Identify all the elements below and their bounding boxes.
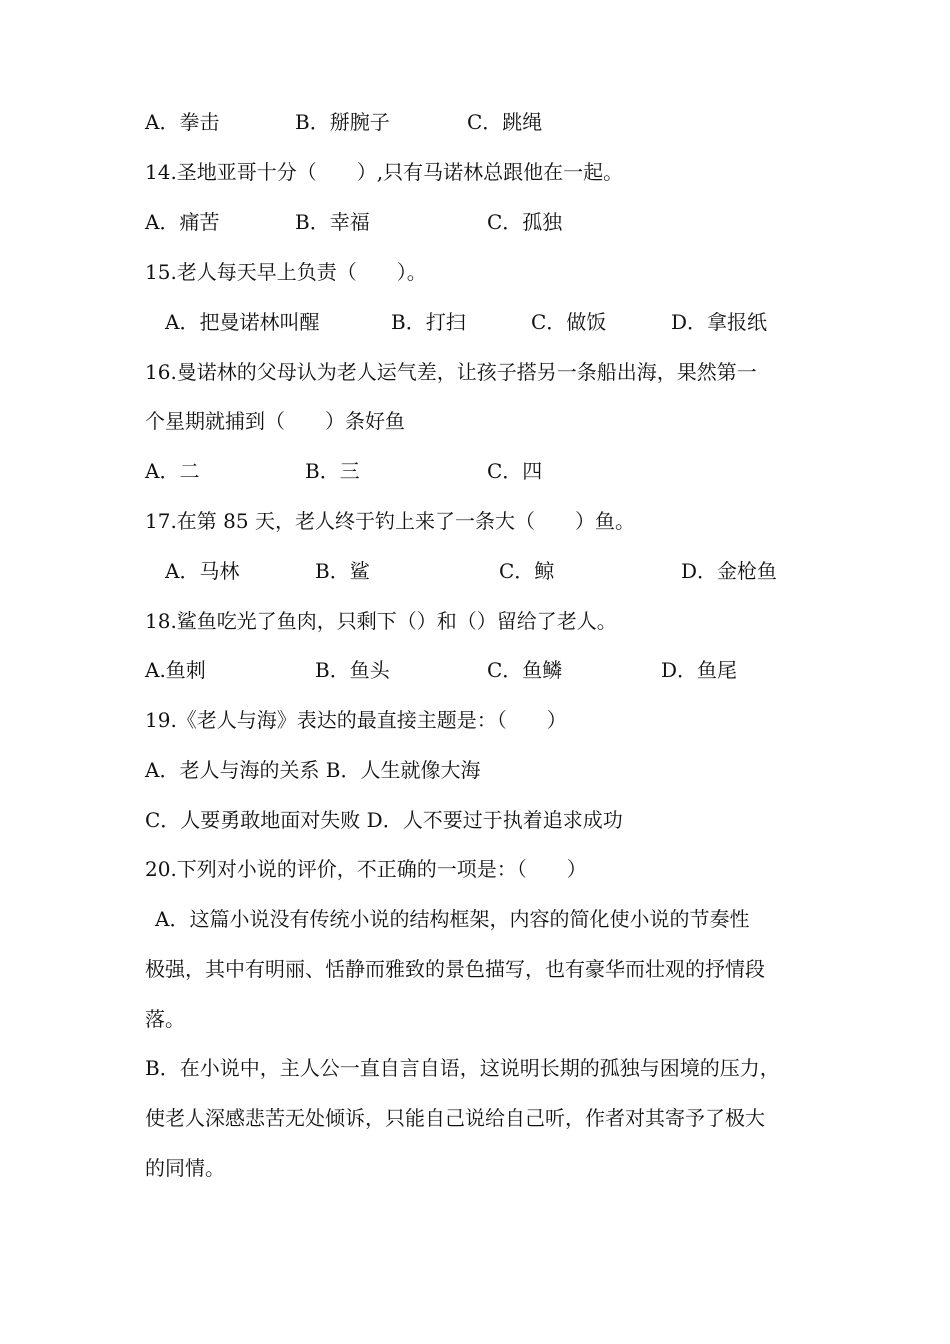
q17-option-b: B．鲨 (315, 559, 370, 583)
q16-option-a: A．二 (145, 459, 200, 483)
q18-option-c: C．鱼鳞 (487, 658, 563, 682)
q19-options-line2: C．人要勇敢地面对失败 D．人不要过于执着追求成功 (145, 808, 623, 832)
q20-stem: 20.下列对小说的评价，不正确的一项是：（ ） (145, 857, 587, 881)
q20-option-a-line1: A．这篇小说没有传统小说的结构框架，内容的简化使小说的节奏性 (155, 907, 750, 931)
q15-option-c: C．做饭 (531, 310, 607, 334)
q14-option-a: A．痛苦 (145, 210, 220, 234)
q18-option-b: B．鱼头 (315, 658, 390, 682)
q18-stem: 18.鲨鱼吃光了鱼肉，只剩下（）和（）留给了老人。 (145, 609, 617, 633)
q14-option-b: B．幸福 (295, 210, 370, 234)
q19-options-line1: A．老人与海的关系 B．人生就像大海 (145, 758, 481, 782)
q17-option-c: C．鲸 (499, 559, 555, 583)
q15-stem: 15.老人每天早上负责（ ）。 (145, 260, 427, 284)
q19-stem: 19.《老人与海》表达的最直接主题是：（ ） (145, 708, 567, 732)
q18-option-d: D．鱼尾 (661, 658, 738, 682)
q15-option-a: A．把曼诺林叫醒 (165, 310, 320, 334)
q17-option-a: A．马林 (165, 559, 240, 583)
q20-option-a-line3: 落。 (145, 1007, 185, 1031)
q20-option-b-line3: 的同情。 (145, 1156, 225, 1180)
q16-option-b: B．三 (305, 459, 360, 483)
q13-option-c: C．跳绳 (467, 110, 543, 134)
q14-option-c: C．孤独 (487, 210, 563, 234)
q20-option-b-line1: B．在小说中，主人公一直自言自语，这说明长期的孤独与困境的压力， (145, 1056, 780, 1080)
q14-stem: 14.圣地亚哥十分（ ）,只有马诺林总跟他在一起。 (145, 160, 624, 184)
q13-option-b: B．掰腕子 (295, 110, 390, 134)
q17-option-d: D．金枪鱼 (681, 559, 778, 583)
q20-option-b-line2: 使老人深感悲苦无处倾诉，只能自己说给自己听，作者对其寄予了极大 (145, 1106, 765, 1130)
q15-option-b: B．打扫 (391, 310, 466, 334)
q18-option-a: A.鱼刺 (145, 658, 206, 682)
q17-stem: 17.在第 85 天，老人终于钓上来了一条大（ ）鱼。 (145, 509, 635, 533)
q16-stem-line1: 16.曼诺林的父母认为老人运气差，让孩子搭另一条船出海，果然第一 (145, 360, 757, 384)
q20-option-a-line2: 极强，其中有明丽、恬静而雅致的景色描写，也有豪华而壮观的抒情段 (145, 957, 765, 981)
q13-option-a: A．拳击 (145, 110, 220, 134)
q16-stem-line2: 个星期就捕到（ ）条好鱼 (145, 409, 405, 433)
q15-option-d: D．拿报纸 (671, 310, 768, 334)
q16-option-c: C．四 (487, 459, 543, 483)
